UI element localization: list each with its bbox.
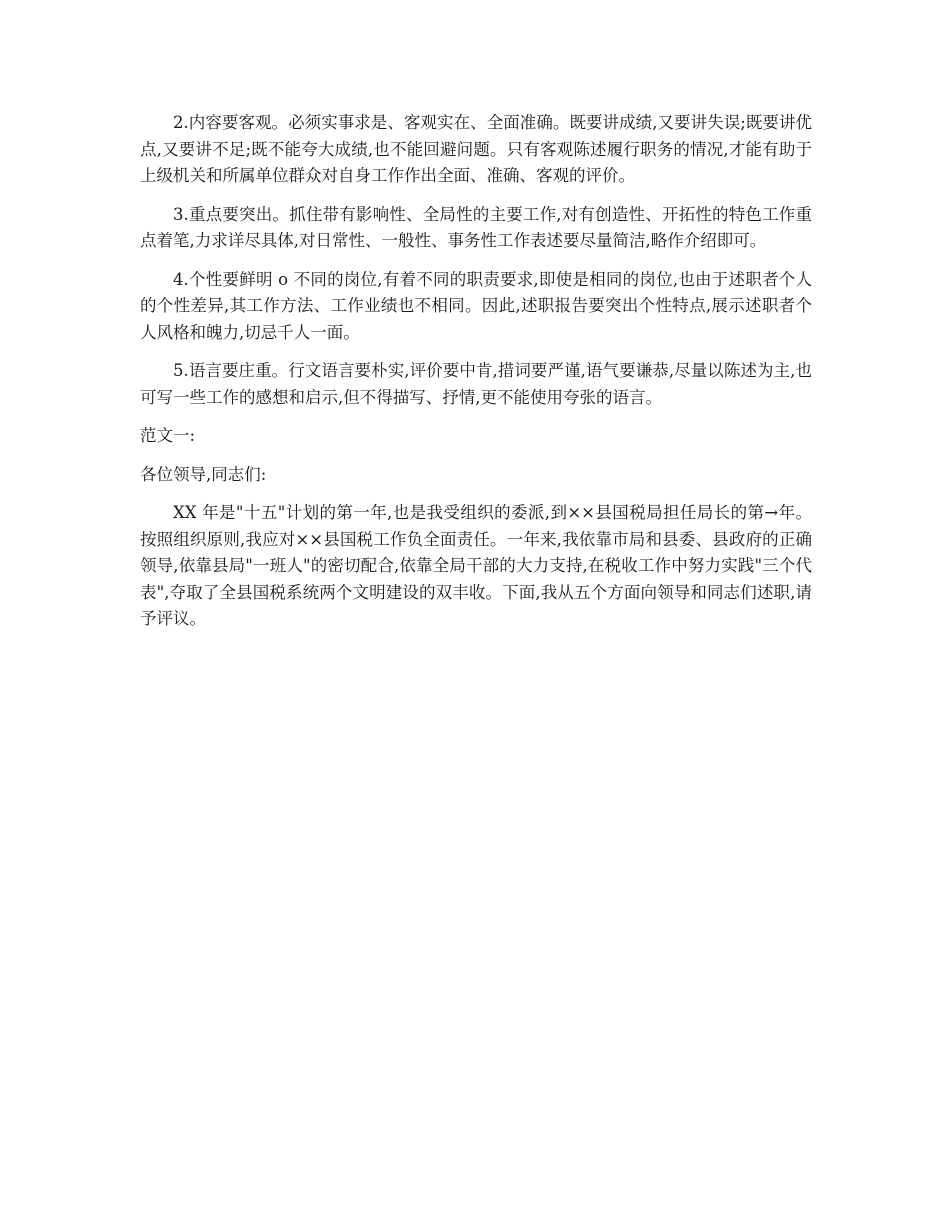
document-page — [140, 110, 812, 645]
paragraph-report-intro: XX 年是"十五"计划的第一年,也是我受组织的委派,到××县国税局担任局长的第→年。按照组织原则,我应对××县国税工作负全面责任。一年来,我依靠市局和县委、县政府的正确领导,依靠县局"一班人"的密切配合,依靠全局干部的大力支持,在税收工作中努力实践"三个代表",夺取了全县国税系统两个文明建设的双丰收。下面,我从五个方面向领导和同志们述职,请予评议。 — [140, 503, 812, 628]
sample-heading: 范文一: — [140, 426, 196, 445]
paragraph-objective-content: 2.内容要客观。必须实事求是、客观实在、全面准确。既要讲成绩,又要讲失误;既要讲优点,又要讲不足;既不能夸大成绩,也不能回避问题。只有客观陈述履行职务的情况,才能有助于上级机关和所属单位群众对自身工作作出全面、准确、客观的评价。 — [140, 113, 812, 185]
salutation: 各位领导,同志们: — [140, 464, 267, 484]
paragraph-distinct-personality: 4.个性要鲜明 o 不同的岗位,有着不同的职责要求,即使是相同的岗位,也由于述职者个人的个性差异,其工作方法、工作业绩也不相同。因此,述职报告要突出个性特点,展示述职者个人风格和魄力,切忌千人一面。 — [140, 269, 812, 342]
paragraph-highlight-focus: 3.重点要突出。抓住带有影响性、全局性的主要工作,对有创造性、开拓性的特色工作重点着笔,力求详尽具体,对日常性、一般性、事务性工作表述要尽量简洁,略作介绍即可。 — [140, 204, 812, 250]
paragraph-solemn-language: 5.语言要庄重。行文语言要朴实,评价要中肯,措词要严谨,语气要谦恭,尽量以陈述为主,也可写一些工作的感想和启示,但不得描写、抒情,更不能使用夸张的语言。 — [140, 361, 812, 407]
